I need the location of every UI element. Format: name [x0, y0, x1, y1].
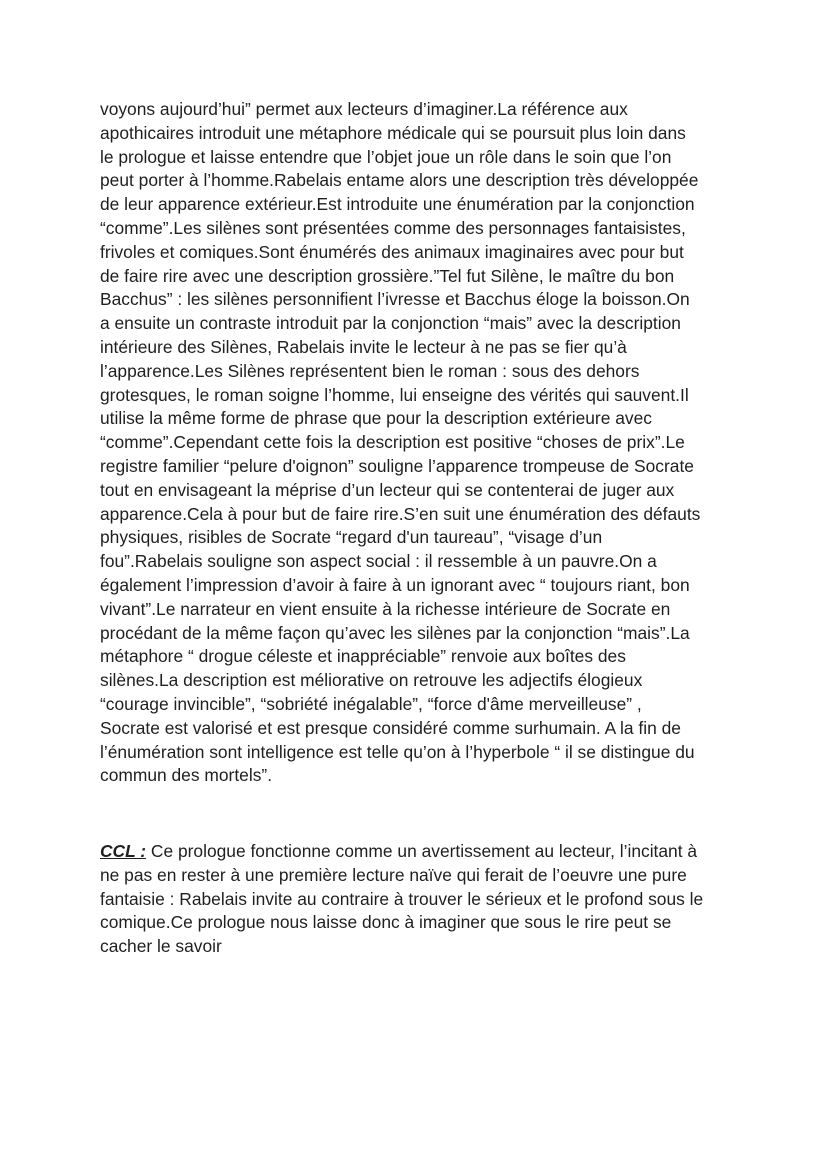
text-line: “courage invincible”, “sobriété inégalable”, “force d'âme merveilleuse” , — [100, 693, 642, 714]
text-line: Socrate est valorisé et est presque considéré comme surhumain. A la fin de — [100, 717, 681, 738]
text-line: vivant”.Le narrateur en vient ensuite à la richesse intérieure de Socrate en — [100, 598, 671, 619]
text-line: le prologue et laisse entendre que l’objet joue un rôle dans le soin que l’on — [100, 146, 672, 167]
text-line: Bacchus” : les silènes personnifient l’ivresse et Bacchus éloge la boisson.On — [100, 289, 690, 310]
text-line: silènes.La description est méliorative on retrouve les adjectifs élogieux — [100, 670, 643, 691]
text-line: voyons aujourd’hui” permet aux lecteurs d’imaginer.La référence aux — [100, 99, 628, 119]
text-line: ne pas en rester à une première lecture naïve qui ferait de l’oeuvre une pure — [100, 864, 687, 885]
text-line: comique.Ce prologue nous laisse donc à imaginer que sous le rire peut se — [100, 912, 672, 933]
text-line: métaphore “ drogue céleste et inappréciable” renvoie aux boîtes des — [100, 646, 626, 667]
text-line: fou”.Rabelais souligne son aspect social : il ressemble à un pauvre.On a — [100, 551, 657, 572]
text-line: a ensuite un contraste introduit par la conjonction “mais” avec la description — [100, 313, 681, 334]
text-line: “comme”.Cependant cette fois la description est positive “choses de prix”.Le — [100, 432, 685, 453]
text-line: apothicaires introduit une métaphore médicale qui se poursuit plus loin dans — [100, 122, 686, 143]
conclusion-first-line — [100, 840, 730, 864]
text-line: l’apparence.Les Silènes représentent bien le roman : sous des dehors — [100, 360, 640, 381]
body-paragraph — [100, 98, 730, 788]
text-line: cacher le savoir — [100, 936, 222, 957]
text-line: de leur apparence extérieur.Est introduite une énumération par la conjonction — [100, 194, 695, 215]
text-line: grotesques, le roman soigne l’homme, lui enseigne des vérités qui sauvent.Il — [100, 384, 689, 405]
text-line: fantaisie : Rabelais invite au contraire à trouver le sérieux et le profond sous le — [100, 888, 704, 909]
text-line: tout en envisageant la méprise d’un lecteur qui se contenterai de juger aux — [100, 479, 675, 500]
text-line: apparence.Cela à pour but de faire rire.S’en suit une énumération des défauts — [100, 503, 701, 524]
text-line: commun des mortels”. — [100, 765, 273, 786]
conclusion-label: CCL : — [100, 841, 147, 861]
text-line: utilise la même forme de phrase que pour la description extérieure avec — [100, 408, 652, 429]
text-line: intérieure des Silènes, Rabelais invite le lecteur à ne pas se fier qu’à — [100, 336, 627, 357]
text-line: de faire rire avec une description grossière.”Tel fut Silène, le maître du bon — [100, 265, 675, 286]
text-line: frivoles et comiques.Sont énumérés des animaux imaginaires avec pour but — [100, 241, 684, 262]
conclusion-paragraph — [100, 840, 730, 959]
text-line: “comme”.Les silènes sont présentées comme des personnages fantaisistes, — [100, 217, 686, 238]
text-line: registre familier “pelure d'oignon” souligne l’apparence trompeuse de Socrate — [100, 455, 694, 476]
text-line: physiques, risibles de Socrate “regard d'un taureau”, “visage d’un — [100, 527, 603, 548]
text-line: procédant de la même façon qu’avec les silènes par la conjonction “mais”.La — [100, 622, 690, 643]
text-line: également l’impression d’avoir à faire à un ignorant avec “ toujours riant, bon — [100, 574, 690, 595]
conclusion-first-line-text: Ce prologue fonctionne comme un avertissement au lecteur, l’incitant à — [146, 841, 698, 861]
text-line: peut porter à l’homme.Rabelais entame alors une description très développée — [100, 170, 699, 191]
text-line: l’énumération sont intelligence est telle qu’on à l’hyperbole “ il se distingue du — [100, 741, 695, 762]
